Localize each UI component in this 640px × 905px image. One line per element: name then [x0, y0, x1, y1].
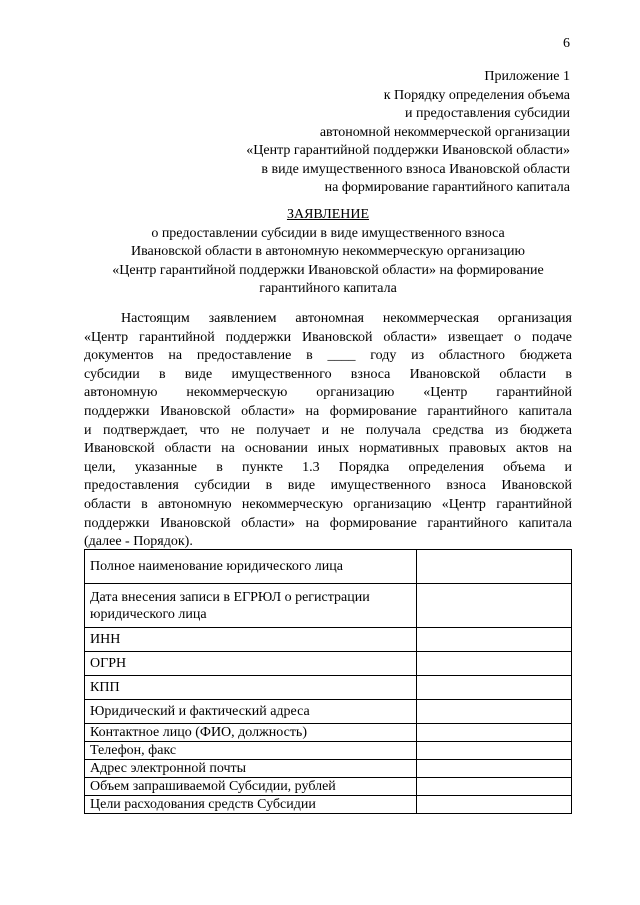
row-value-field[interactable] [417, 550, 572, 584]
statement-paragraph [84, 310, 572, 552]
appendix-line: автономной некоммерческой организации [319, 124, 570, 140]
table-row [85, 796, 572, 814]
row-value-field[interactable] [417, 796, 572, 814]
paragraph-line: (далее - Порядок). [84, 534, 193, 550]
document-subtitle-line: гарантийного капитала [259, 281, 397, 296]
table-row [85, 676, 572, 700]
paragraph-line: автономную некоммерческую организацию «Центр гарантийной [84, 385, 572, 401]
paragraph-line: поддержки Ивановской области» на формирование гарантийного капитала [84, 403, 572, 419]
row-label: Полное наименование юридического лица [85, 550, 417, 584]
row-label: ОГРН [85, 652, 417, 676]
row-label: КПП [85, 676, 417, 700]
document-subtitle-line: о предоставлении субсидии в виде имущественного взноса [151, 225, 505, 241]
document-title: ЗАЯВЛЕНИЕ [286, 207, 370, 222]
table-row [85, 550, 572, 584]
appendix-line: «Центр гарантийной поддержки Ивановской области» [246, 143, 570, 158]
table-row [85, 584, 572, 628]
document-subtitle-line: «Центр гарантийной поддержки Ивановской области» на формирование [112, 262, 544, 278]
table-row [85, 724, 572, 742]
row-label: Контактное лицо (ФИО, должность) [85, 724, 417, 742]
table-row [85, 700, 572, 724]
table-row [85, 652, 572, 676]
applicant-info-table [84, 549, 572, 814]
document-title-block [84, 206, 572, 299]
row-label-line: юридического лица [90, 606, 207, 622]
paragraph-line: и подтверждает, что не получает и не получала средства из бюджета [84, 422, 572, 438]
appendix-line: и предоставления субсидии [404, 106, 570, 121]
paragraph-line: «Центр гарантийной поддержки Ивановской области» извещает о подаче [84, 329, 572, 345]
row-label: Объем запрашиваемой Субсидии, рублей [85, 778, 417, 796]
row-value-field[interactable] [417, 760, 572, 778]
row-label: Телефон, факс [85, 742, 417, 760]
table-row [85, 628, 572, 652]
paragraph-line: цели, указанные в пункте 1.3 Порядка определения объема и [84, 459, 572, 475]
paragraph-line: поддержки Ивановской области» на формирование гарантийного капитала [84, 515, 572, 531]
paragraph-line: предоставления субсидии в виде имущественного взноса Ивановской [84, 478, 572, 494]
row-label [85, 584, 417, 628]
appendix-line: к Порядку определения объема [383, 87, 570, 103]
table-row [85, 742, 572, 760]
row-value-field[interactable] [417, 724, 572, 742]
row-value-field[interactable] [417, 742, 572, 760]
paragraph-line: документов на предоставление в ____ году из областного бюджета [84, 348, 572, 364]
row-label: ИНН [85, 628, 417, 652]
paragraph-line: области в автономную некоммерческую организацию «Центр гарантийной [84, 496, 572, 512]
row-label: Адрес электронной почты [85, 760, 417, 778]
row-value-field[interactable] [417, 778, 572, 796]
page-number: 6 [563, 36, 570, 51]
row-value-field[interactable] [417, 700, 572, 724]
row-label: Юридический и фактический адреса [85, 700, 417, 724]
table-row [85, 760, 572, 778]
table-row [85, 778, 572, 796]
appendix-line: Приложение 1 [484, 69, 570, 84]
appendix-line: на формирование гарантийного капитала [324, 180, 570, 195]
row-value-field[interactable] [417, 652, 572, 676]
appendix-line: в виде имущественного взноса Ивановской области [261, 161, 570, 177]
paragraph-line: субсидии в виде имущественного взноса Ивановской области в [84, 366, 572, 382]
row-label: Цели расходования средств Субсидии [85, 796, 417, 814]
row-value-field[interactable] [417, 584, 572, 628]
document-subtitle-line: Ивановской области в автономную некоммерческую организацию [130, 244, 526, 259]
row-value-field[interactable] [417, 676, 572, 700]
paragraph-line: Ивановской области на основании иных нормативных правовых актов на [84, 441, 572, 457]
paragraph-line: Настоящим заявлением автономная некоммерческая организация [121, 311, 572, 326]
row-label-line: Дата внесения записи в ЕГРЮЛ о регистрации [90, 589, 370, 605]
row-value-field[interactable] [417, 628, 572, 652]
appendix-reference [110, 68, 570, 198]
